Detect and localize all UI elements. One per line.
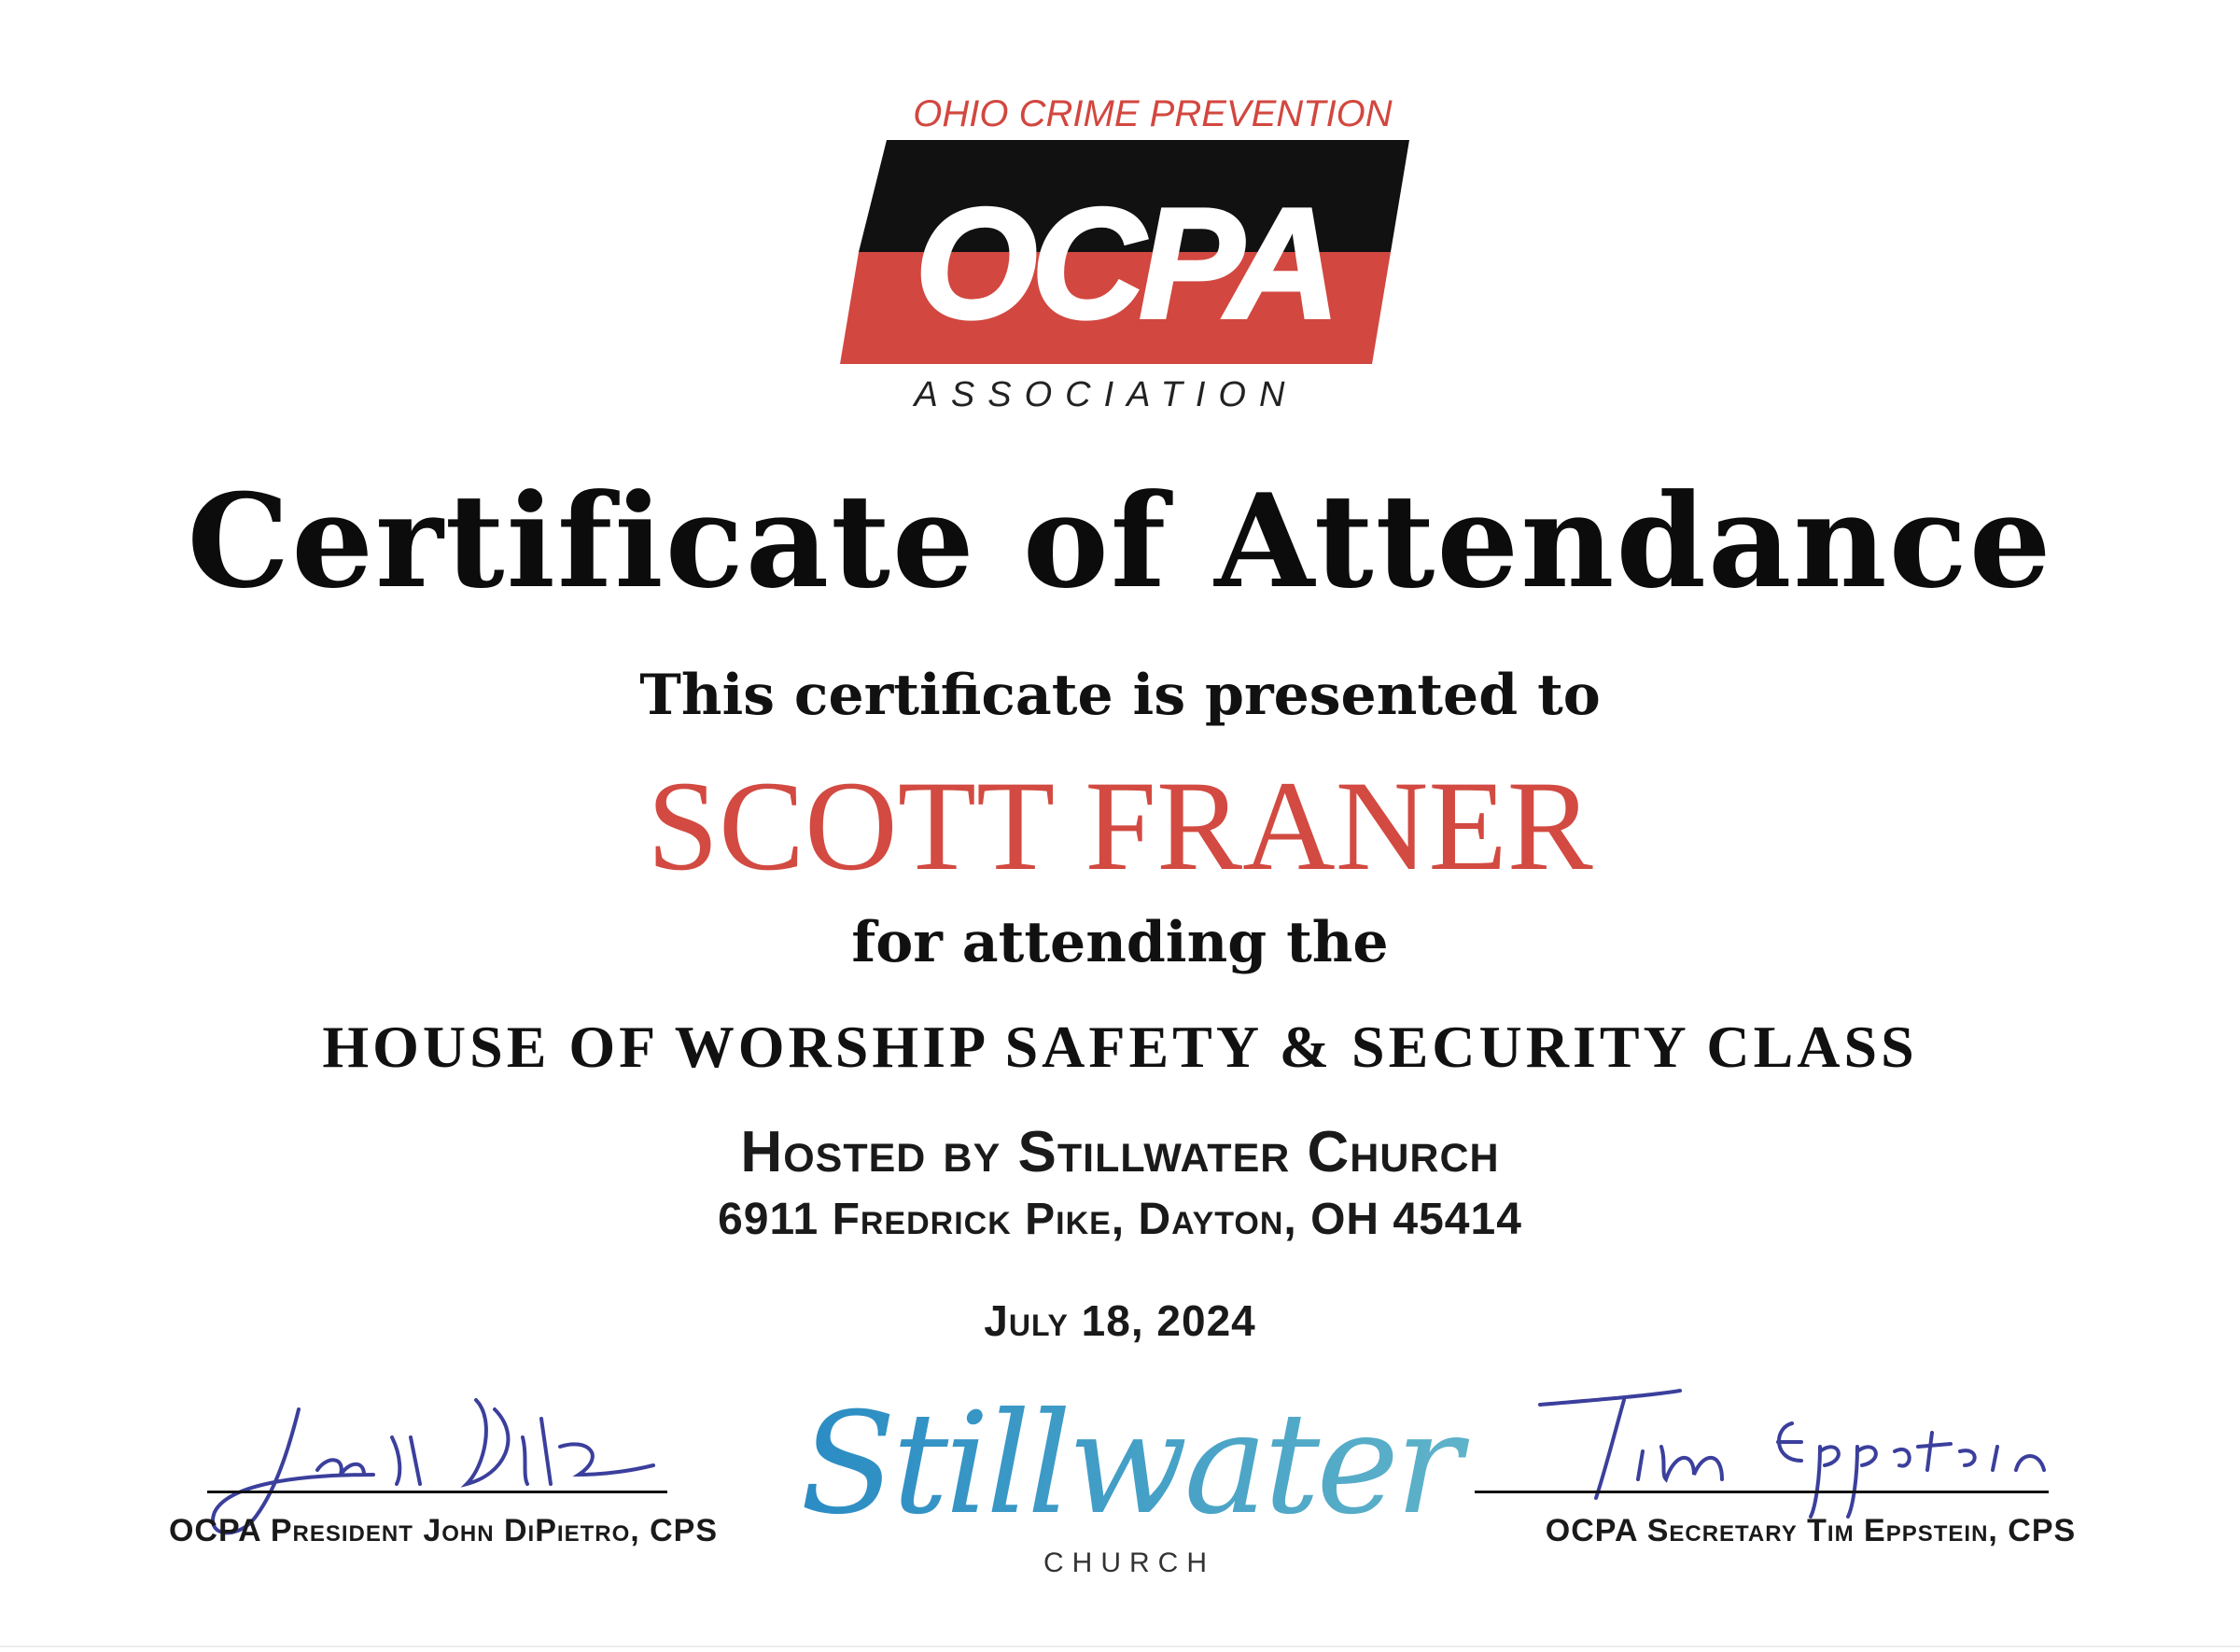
logo-bottom-text: ASSOCIATION [914, 375, 1298, 414]
logo-acronym: OCPA [915, 175, 1335, 351]
host-line: Hosted by Stillwater Church [740, 1120, 1500, 1184]
scan-edge [0, 1645, 2240, 1647]
secretary-signature [1521, 1377, 2072, 1517]
host-address: 6911 Fredrick Pike, Dayton, OH 45414 [718, 1195, 1522, 1244]
ocpa-logo [821, 84, 1419, 420]
signature-line-left [207, 1491, 667, 1493]
president-caption: OCPA President John DiPietro, CPS [168, 1513, 719, 1548]
secretary-caption: OCPA Secretary Tim Eppstein, CPS [1545, 1513, 2077, 1548]
certificate-title: Certificate of Attendance [187, 465, 2053, 617]
logo-top-text: OHIO CRIME PREVENTION [913, 93, 1393, 134]
presented-line: This certificate is presented to [639, 663, 1601, 728]
church-word: CHURCH [1043, 1547, 1215, 1578]
church-script: Stillwater [800, 1383, 1459, 1546]
signature-line-right [1475, 1491, 2049, 1493]
class-name: HOUSE OF WORSHIP SAFETY & SECURITY CLASS [322, 1014, 1918, 1080]
for-attending-line: for attending the [851, 910, 1389, 975]
stillwater-church-logo [800, 1372, 1459, 1596]
recipient-name: SCOTT FRANER [647, 754, 1593, 897]
event-date: July 18, 2024 [984, 1296, 1256, 1345]
